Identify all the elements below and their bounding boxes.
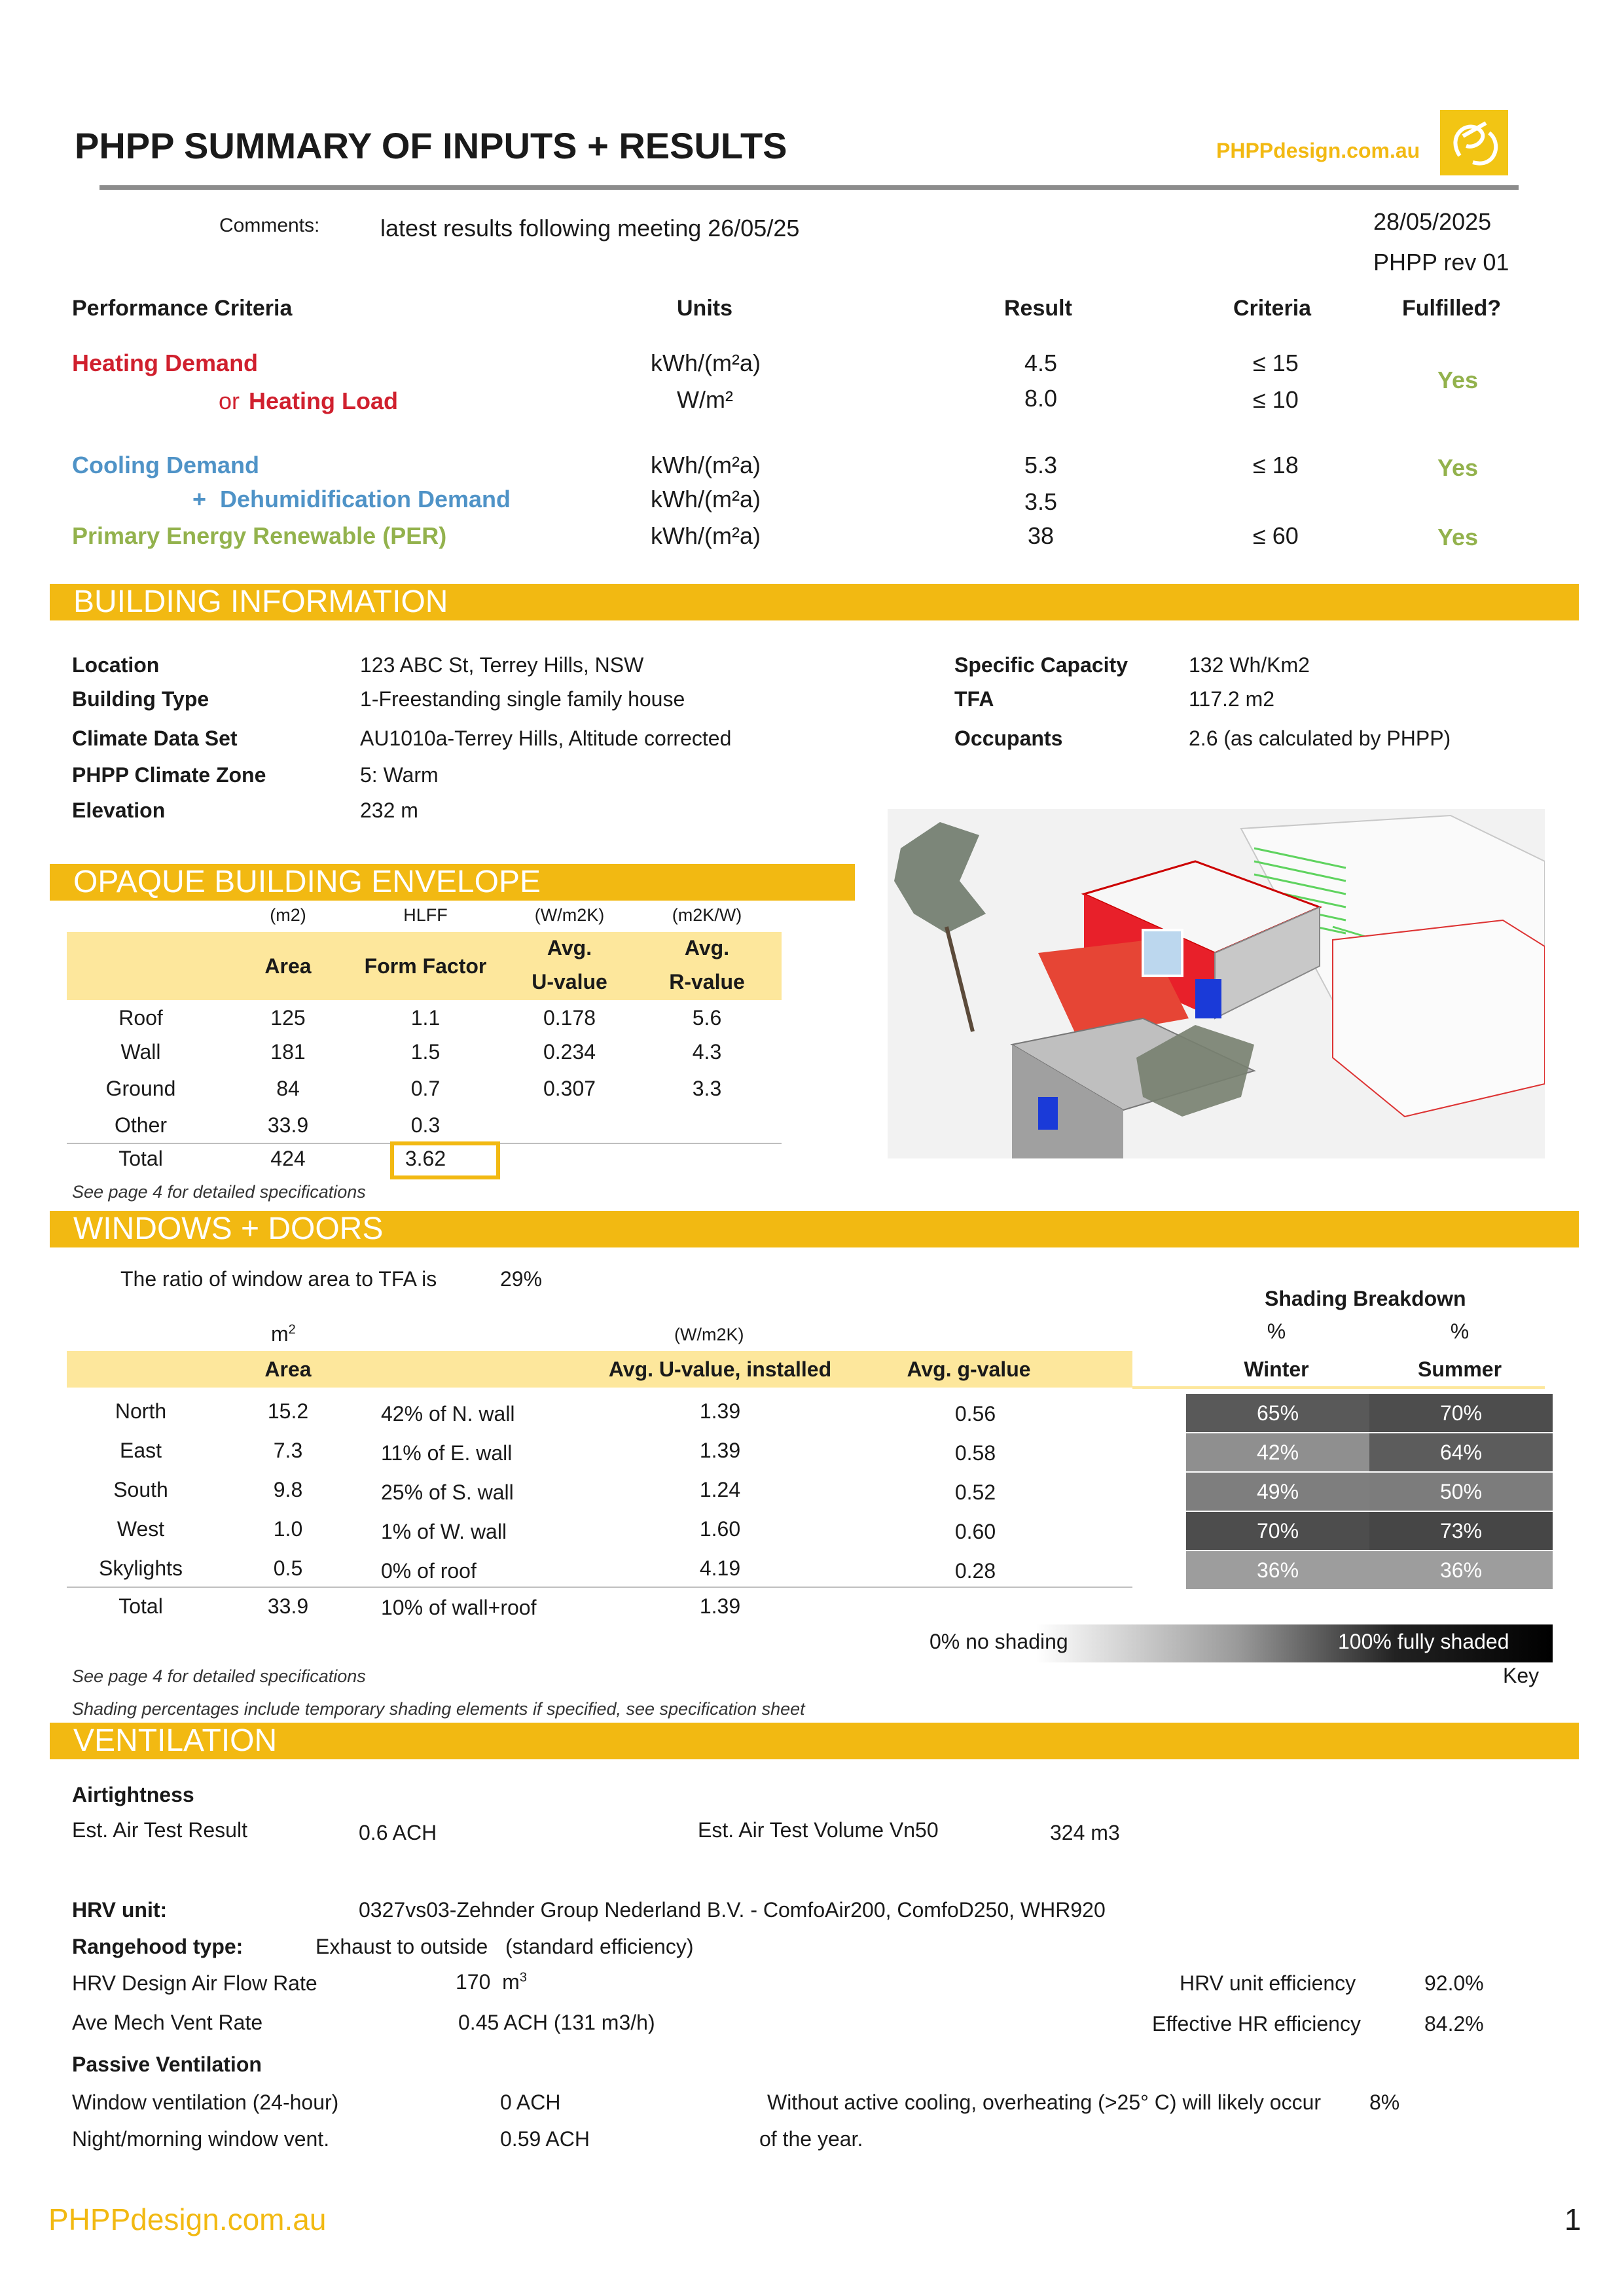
col-area: Area <box>264 954 312 978</box>
section-title: WINDOWS + DOORS <box>73 1211 384 1246</box>
hrv-flow-value <box>456 1970 527 1994</box>
heating-demand-criteria: ≤ 15 <box>1253 350 1299 376</box>
window-row-area: 9.8 <box>273 1478 303 1501</box>
header-brand: PHPPdesign.com.au <box>1216 139 1420 162</box>
per-result: 38 <box>1027 522 1055 549</box>
windows-total-label: Total <box>118 1594 163 1618</box>
section-title: VENTILATION <box>73 1723 278 1758</box>
envelope-total-area: 424 <box>270 1147 306 1170</box>
row-r-value: 3.3 <box>692 1077 722 1100</box>
col-window-area: Area <box>264 1357 312 1381</box>
row-name: Ground <box>105 1077 176 1100</box>
dehumid-units: kWh/(m²a) <box>651 486 761 512</box>
row-name: Roof <box>118 1006 163 1030</box>
window-row-area: 15.2 <box>267 1399 309 1423</box>
envelope-total-label: Total <box>118 1147 163 1170</box>
page-title: PHPP SUMMARY OF INPUTS + RESULTS <box>75 125 787 166</box>
vn50-value: 324 m3 <box>1050 1821 1120 1844</box>
overheating-text-2: of the year. <box>759 2127 863 2151</box>
unit-area-sup: 2 <box>288 1322 296 1337</box>
row-area: 33.9 <box>267 1113 309 1137</box>
building-type-value: 1-Freestanding single family house <box>360 687 685 711</box>
cooling-fulfilled: Yes <box>1437 454 1479 481</box>
heating-load-criteria: ≤ 10 <box>1253 386 1299 413</box>
hrv-unit-value: 0327vs03-Zehnder Group Nederland B.V. - ComfoAir200, ComfoD250, WHR920 <box>359 1898 1106 1922</box>
heating-demand-units: kWh/(m²a) <box>651 350 761 376</box>
window-row-area: 7.3 <box>273 1439 303 1462</box>
elevation-label: Elevation <box>72 798 166 822</box>
heating-load-result: 8.0 <box>1024 385 1058 412</box>
heating-load-label: Heating Load <box>249 387 399 414</box>
row-area: 181 <box>270 1040 306 1064</box>
shading-winter-cell: 49% <box>1186 1473 1369 1511</box>
elevation-value: 232 m <box>360 798 418 822</box>
windows-total-area: 33.9 <box>267 1594 309 1618</box>
window-row-g: 0.56 <box>954 1402 996 1426</box>
row-u-value: 0.234 <box>543 1040 596 1064</box>
table-row <box>0 1040 785 1066</box>
row-area: 84 <box>276 1077 300 1100</box>
section-windows-doors <box>50 1211 1579 1247</box>
table-row <box>0 1006 785 1032</box>
heating-fulfilled: Yes <box>1437 367 1479 393</box>
per-units: kWh/(m²a) <box>651 522 761 549</box>
shading-winter-cell: 70% <box>1186 1512 1369 1550</box>
airtightness-heading: Airtightness <box>72 1783 194 1806</box>
col-units: Units <box>677 296 732 321</box>
col-avg-g-value: Avg. g-value <box>907 1357 1031 1381</box>
table-row <box>0 1077 785 1103</box>
hrv-flow-number: 170 m <box>456 1970 520 1994</box>
header-rule <box>99 185 1519 190</box>
shading-winter-cell: 36% <box>1186 1551 1369 1589</box>
col-form-factor: Form Factor <box>364 954 487 978</box>
shading-winter-cell: 42% <box>1186 1433 1369 1471</box>
capacity-value: 132 Wh/Km2 <box>1189 653 1310 677</box>
window-row-area: 0.5 <box>273 1556 303 1580</box>
row-form-factor: 1.1 <box>410 1006 441 1030</box>
location-label: Location <box>72 653 160 677</box>
window-row-g: 0.28 <box>954 1559 996 1583</box>
col-criteria: Criteria <box>1233 296 1312 321</box>
row-r-value: 5.6 <box>692 1006 722 1030</box>
rangehood-value: Exhaust to outside (standard efficiency) <box>316 1935 694 1958</box>
section-ventilation <box>50 1723 1579 1759</box>
row-name: Wall <box>120 1040 161 1064</box>
per-label: Primary Energy Renewable (PER) <box>72 522 447 549</box>
brand-logo <box>1440 110 1508 175</box>
dehumid-result: 3.5 <box>1024 488 1058 515</box>
effective-hr-value: 84.2% <box>1424 2012 1484 2036</box>
window-row-u: 1.39 <box>699 1399 741 1423</box>
shading-summer-cell: 64% <box>1369 1433 1553 1471</box>
window-row-u: 1.60 <box>699 1517 741 1541</box>
col-avg-u: Avg. <box>547 936 592 960</box>
window-row-u: 1.24 <box>699 1478 741 1501</box>
climate-zone-value: 5: Warm <box>360 763 439 787</box>
window-row-pct: 25% of S. wall <box>381 1480 514 1504</box>
window-row-pct: 0% of roof <box>381 1559 477 1583</box>
row-form-factor: 1.5 <box>410 1040 441 1064</box>
window-ratio-label: The ratio of window area to TFA is <box>120 1267 437 1291</box>
shading-summer-cell: 50% <box>1369 1473 1553 1511</box>
overheating-pct: 8% <box>1369 2090 1400 2114</box>
dehumid-label: Dehumidification Demand <box>220 486 511 512</box>
key-label: Key <box>1503 1664 1540 1687</box>
climate-value: AU1010a-Terrey Hills, Altitude corrected <box>360 726 732 750</box>
row-u-value: 0.307 <box>543 1077 596 1100</box>
effective-hr-label: Effective HR efficiency <box>1152 2012 1361 2036</box>
hrv-flow-sup: 3 <box>519 1970 527 1985</box>
vn50-label: Est. Air Test Volume Vn50 <box>698 1818 939 1842</box>
window-row-g: 0.58 <box>954 1441 996 1465</box>
window-row-pct: 42% of N. wall <box>381 1402 515 1426</box>
overheating-text: Without active cooling, overheating (>25° C) will likely occur <box>767 2090 1322 2114</box>
passive-vent-heading: Passive Ventilation <box>72 2053 262 2076</box>
key-no-shading: 0% no shading <box>929 1630 1068 1653</box>
window-row-pct: 1% of W. wall <box>381 1520 507 1543</box>
phpp-revision: PHPP rev 01 <box>1373 249 1509 276</box>
shading-breakdown-title: Shading Breakdown <box>1265 1287 1466 1310</box>
location-value: 123 ABC St, Terrey Hills, NSW <box>360 653 644 677</box>
windows-total-rule <box>67 1587 1132 1588</box>
section-title: BUILDING INFORMATION <box>73 584 448 619</box>
window-vent-label: Window ventilation (24-hour) <box>72 2090 339 2114</box>
heating-load-units: W/m² <box>677 386 733 413</box>
col-winter: Winter <box>1244 1357 1309 1381</box>
tfa-label: TFA <box>954 687 994 711</box>
capacity-label: Specific Capacity <box>954 653 1128 677</box>
shading-winter-cell: 65% <box>1186 1394 1369 1432</box>
col-result: Result <box>1004 296 1072 321</box>
unit-hlff: HLFF <box>403 905 448 925</box>
shading-summer-cell: 73% <box>1369 1512 1553 1550</box>
heating-demand-label: Heating Demand <box>72 350 259 376</box>
window-ratio-value: 29% <box>500 1267 543 1291</box>
tfa-value: 117.2 m2 <box>1189 687 1275 711</box>
col-performance-criteria: Performance Criteria <box>72 296 293 321</box>
building-3d-model-image <box>888 809 1545 1158</box>
col-avg-u-installed: Avg. U-value, installed <box>608 1357 832 1381</box>
air-test-label: Est. Air Test Result <box>72 1818 247 1842</box>
climate-zone-label: PHPP Climate Zone <box>72 763 266 787</box>
windows-total-u: 1.39 <box>699 1594 741 1618</box>
key-fully-shaded: 100% fully shaded <box>1338 1630 1509 1653</box>
night-vent-label: Night/morning window vent. <box>72 2127 330 2151</box>
building-type-label: Building Type <box>72 687 209 711</box>
window-row-name: West <box>117 1517 165 1541</box>
unit-area: (m2) <box>270 905 306 925</box>
section-building-information <box>50 584 1579 620</box>
report-date: 28/05/2025 <box>1373 208 1492 235</box>
windows-total-pct: 10% of wall+roof <box>381 1596 537 1619</box>
unit-u-value: (W/m2K) <box>674 1325 744 1344</box>
hrv-efficiency-value: 92.0% <box>1424 1971 1484 1995</box>
windows-note-2: Shading percentages include temporary shading elements if specified, see specification sheet <box>72 1699 805 1719</box>
pct-winter: % <box>1267 1319 1286 1343</box>
window-row-u: 1.39 <box>699 1439 741 1462</box>
col-avg-r: Avg. <box>684 936 730 960</box>
row-u-value: 0.178 <box>543 1006 596 1030</box>
window-row-area: 1.0 <box>273 1517 303 1541</box>
unit-u: (W/m2K) <box>534 905 605 925</box>
row-name: Other <box>114 1113 168 1137</box>
window-row-name: South <box>113 1478 168 1501</box>
page-number: 1 <box>1564 2202 1581 2236</box>
per-criteria: ≤ 60 <box>1253 522 1299 549</box>
row-r-value: 4.3 <box>692 1040 722 1064</box>
mech-vent-label: Ave Mech Vent Rate <box>72 2011 263 2034</box>
window-row-g: 0.52 <box>954 1480 996 1504</box>
heating-demand-result: 4.5 <box>1024 350 1058 376</box>
window-row-u: 4.19 <box>699 1556 741 1580</box>
table-row <box>0 1113 785 1139</box>
comments-text: latest results following meeting 26/05/25 <box>380 215 800 242</box>
col-summer: Summer <box>1417 1357 1502 1381</box>
col-r-value: R-value <box>669 970 745 994</box>
footer-brand[interactable]: PHPPdesign.com.au <box>48 2202 327 2236</box>
envelope-total-form-factor: 3.62 <box>405 1147 446 1170</box>
dehumid-prefix: + <box>192 486 207 512</box>
per-fulfilled: Yes <box>1437 524 1479 550</box>
hrv-efficiency-label: HRV unit efficiency <box>1180 1971 1356 1995</box>
hrv-unit-label: HRV unit: <box>72 1898 168 1922</box>
pct-summer: % <box>1450 1319 1470 1343</box>
shading-header-rule <box>1132 1386 1545 1389</box>
window-row-name: Skylights <box>98 1556 183 1580</box>
unit-r: (m2K/W) <box>672 905 742 925</box>
window-row-g: 0.60 <box>954 1520 996 1543</box>
climate-label: Climate Data Set <box>72 726 238 750</box>
shading-summer-cell: 36% <box>1369 1551 1553 1589</box>
heating-load-prefix: or <box>219 387 240 414</box>
shading-summer-cell: 70% <box>1369 1394 1553 1432</box>
rangehood-label: Rangehood type: <box>72 1935 244 1958</box>
window-row-name: North <box>115 1399 167 1423</box>
cooling-demand-result: 5.3 <box>1024 452 1058 478</box>
row-form-factor: 0.7 <box>410 1077 441 1100</box>
window-row-pct: 11% of E. wall <box>381 1441 513 1465</box>
row-form-factor: 0.3 <box>410 1113 441 1137</box>
cooling-demand-label: Cooling Demand <box>72 452 259 478</box>
envelope-note: See page 4 for detailed specifications <box>72 1182 366 1202</box>
unit-area-m: m <box>271 1322 289 1346</box>
mech-vent-value: 0.45 ACH (131 m3/h) <box>458 2011 655 2034</box>
cooling-demand-criteria: ≤ 18 <box>1253 452 1299 478</box>
col-u-value: U-value <box>532 970 607 994</box>
occupants-label: Occupants <box>954 726 1063 750</box>
window-vent-value: 0 ACH <box>500 2090 561 2114</box>
row-area: 125 <box>270 1006 306 1030</box>
night-vent-value: 0.59 ACH <box>500 2127 590 2151</box>
air-test-value: 0.6 ACH <box>359 1821 437 1844</box>
cooling-demand-units: kWh/(m²a) <box>651 452 761 478</box>
occupants-value: 2.6 (as calculated by PHPP) <box>1189 726 1451 750</box>
windows-note-1: See page 4 for detailed specifications <box>72 1666 366 1686</box>
section-title: OPAQUE BUILDING ENVELOPE <box>73 865 541 899</box>
unit-area-m2 <box>271 1322 296 1346</box>
comments-label: Comments: <box>219 215 320 236</box>
window-row-name: East <box>119 1439 162 1462</box>
hrv-flow-label: HRV Design Air Flow Rate <box>72 1971 317 1995</box>
section-opaque-envelope <box>50 864 855 901</box>
col-fulfilled: Fulfilled? <box>1402 296 1502 321</box>
